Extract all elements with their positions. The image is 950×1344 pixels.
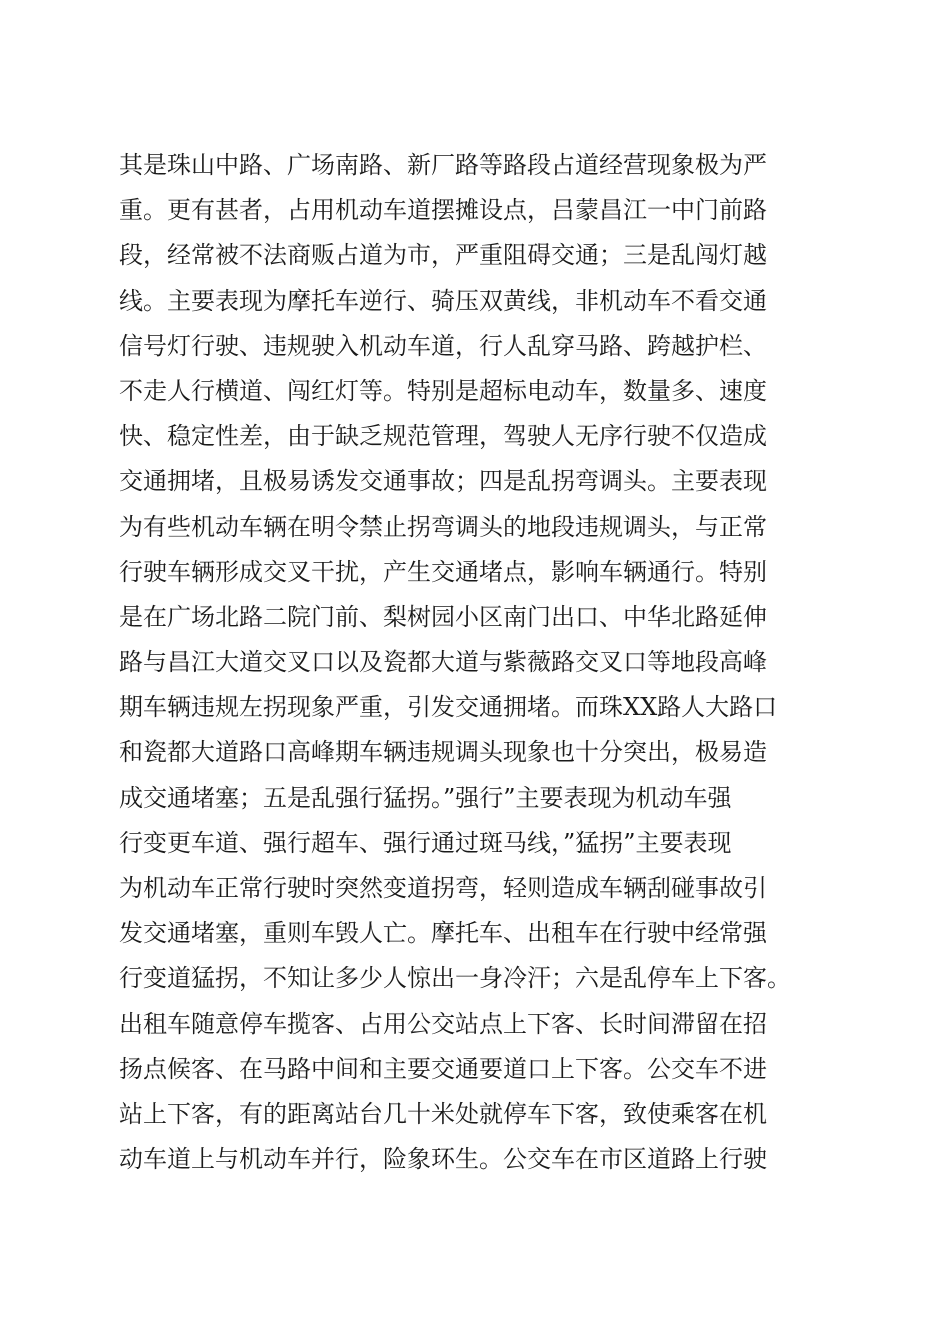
text-line: 扬点候客、在马路中间和主要交通要道口上下客。公交车不进 <box>119 1054 767 1083</box>
text-line: 线。主要表现为摩托车逆行、骑压双黄线，非机动车不看交通 <box>119 286 767 315</box>
text-line: 行驶车辆形成交叉干扰，产生交通堵点，影响车辆通行。特别 <box>119 557 767 586</box>
text-line: 不走人行横道、闯红灯等。特别是超标电动车，数量多、速度 <box>119 376 767 405</box>
text-line: 行变道猛拐，不知让多少人惊出一身冷汗；六是乱停车上下客。 <box>119 964 791 993</box>
text-line: 成交通堵塞；五是乱强行猛拐。”强行”主要表现为机动车强 <box>119 783 732 812</box>
text-line: 快、稳定性差，由于缺乏规范管理，驾驶人无序行驶不仅造成 <box>119 422 767 451</box>
text-line: 行变更车道、强行超车、强行通过斑马线，”猛拐”主要表现 <box>119 828 732 857</box>
text-line: 出租车随意停车揽客、占用公交站点上下客、长时间滞留在招 <box>119 1009 767 1038</box>
text-line: 站上下客，有的距离站台几十米处就停车下客，致使乘客在机 <box>119 1099 767 1128</box>
text-line: 其是珠山中路、广场南路、新厂路等路段占道经营现象极为严 <box>119 151 767 179</box>
text-line: 和瓷都大道路口高峰期车辆违规调头现象也十分突出，极易造 <box>119 738 767 767</box>
text-line: 段，经常被不法商贩占道为市，严重阻碍交通；三是乱闯灯越 <box>119 241 767 270</box>
text-line: 路与昌江大道交叉口以及瓷都大道与紫薇路交叉口等地段高峰 <box>119 648 767 677</box>
text-line: 信号灯行驶、违规驶入机动车道，行人乱穿马路、跨越护栏、 <box>119 331 767 360</box>
text-line: 交通拥堵，且极易诱发交通事故；四是乱拐弯调头。主要表现 <box>119 467 767 496</box>
text-line: 重。更有甚者，占用机动车道摆摊设点，吕蒙昌江一中门前路 <box>119 196 767 225</box>
text-line: 为机动车正常行驶时突然变道拐弯，轻则造成车辆刮碰事故引 <box>119 874 767 902</box>
text-line: 期车辆违规左拐现象严重，引发交通拥堵。而珠XX路人大路口 <box>119 693 778 722</box>
text-line: 发交通堵塞，重则车毁人亡。摩托车、出租车在行驶中经常强 <box>119 919 767 948</box>
text-line: 是在广场北路二院门前、梨树园小区南门出口、中华北路延伸 <box>119 602 767 631</box>
body-paragraph <box>119 143 839 1182</box>
text-line: 为有些机动车辆在明令禁止拐弯调头的地段违规调头，与正常 <box>119 512 767 541</box>
text-line: 动车道上与机动车并行，险象环生。公交车在市区道路上行驶 <box>119 1145 767 1174</box>
